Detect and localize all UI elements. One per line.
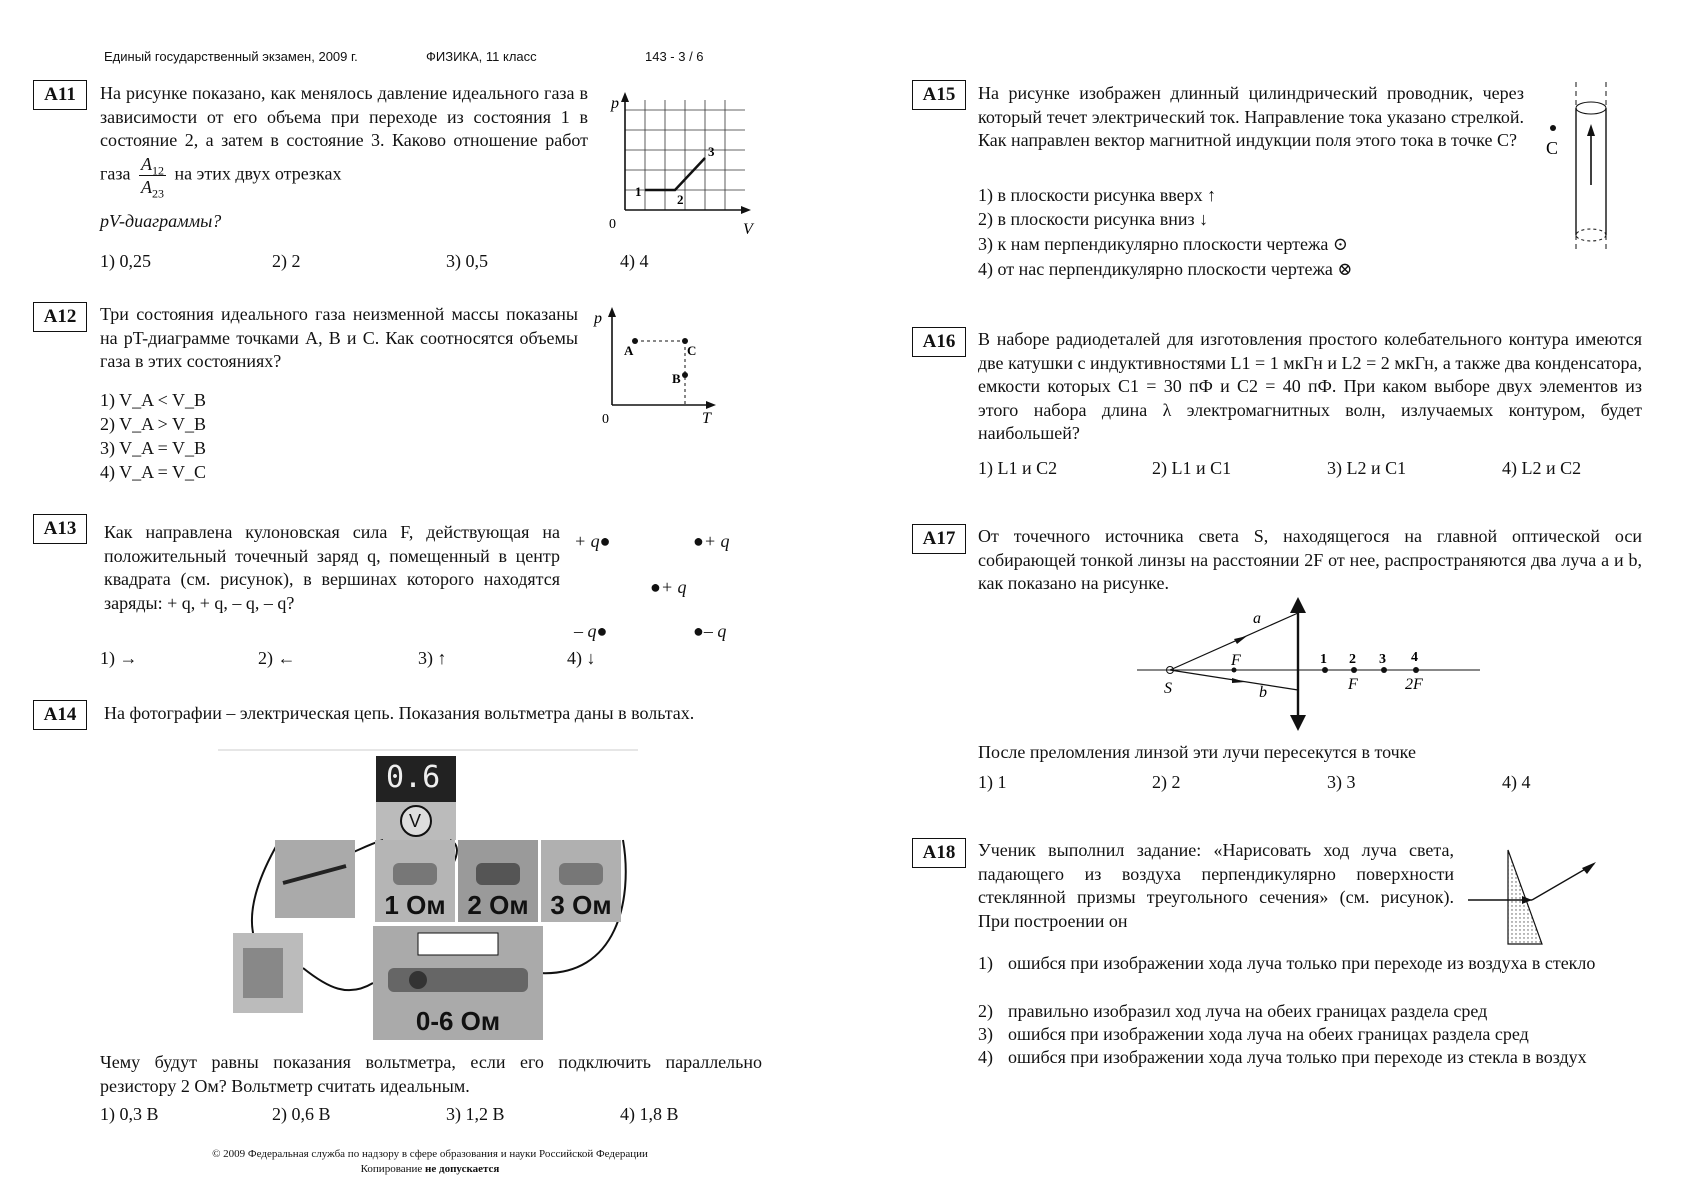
a12-option-3[interactable]: 3) V_A = V_B <box>100 438 207 458</box>
a14-question: Чему будут равны показания вольтметра, если его подключить параллельно резистору 2 Ом? Вольтметр считать идеальным. <box>100 1052 762 1096</box>
a14-rheostat-label: 0-6 Ом <box>415 1006 501 1036</box>
a14-voltmeter-reading: 0.6 <box>386 760 441 795</box>
a18-option-2[interactable] <box>978 1000 1642 1024</box>
a15-text: На рисунке изображен длинный цилиндрический проводник, через который течет электрический ток. Направление тока указано стрелкой. Как направлен вектор магнитной индукции поля этого тока в точке С? <box>978 83 1524 150</box>
a12-zero: 0 <box>602 412 609 425</box>
a13-option-1[interactable]: 1) → <box>100 648 138 668</box>
footer-copyright: © 2009 Федеральная служба по надзору в сфере образования и науки Российской Федерации <box>212 1148 648 1160</box>
a14-r3-label: 3 Ом <box>550 890 612 920</box>
a14-text: На фотографии – электрическая цепь. Показания вольтметра даны в вольтах. <box>104 703 695 723</box>
header-page: 143 - 3 / 6 <box>645 49 704 64</box>
a15-point-c <box>1550 125 1556 131</box>
header-subject: ФИЗИКА, 11 класс <box>426 49 537 64</box>
a18-option-1-num: 1) <box>978 953 993 973</box>
a18-text: Ученик выполнил задание: «Нарисовать ход луча света, падающего из воздуха перпендикулярно поверхности стеклянной призмы треугольного сечения» (см. рисунок). При построении он <box>978 840 1454 931</box>
a12-axis-t: T <box>702 410 711 425</box>
a17-lens-diagram <box>1135 595 1485 735</box>
a14-option-3[interactable]: 3) 1,2 В <box>446 1104 505 1124</box>
a11-text1: На рисунке показано, как менялось давление идеального газа в зависимости от его объема при переходе из состояния 1 в состояние 2, а затем в состояние 3. Каково отношение работ газа <box>100 83 588 184</box>
a11-pt1: 1 <box>635 184 642 199</box>
a17-label-f-right: F <box>1348 676 1358 693</box>
a18-option-3-num: 3) <box>978 1024 993 1044</box>
a15-point-label: C <box>1546 138 1559 158</box>
a13-charge-top-left: + q● <box>574 531 611 551</box>
a17-label-2: 2 <box>1349 652 1356 667</box>
a13-option-3[interactable]: 3) ↑ <box>418 648 447 668</box>
a12-text: Три состояния идеального газа неизменной массы показаны на pT-диаграмме точками A, B и C. Как соотносятся объемы газа в этих состояниях? <box>100 304 578 371</box>
a11-text3: pV-диаграммы? <box>100 211 222 231</box>
a17-point-2 <box>1351 667 1357 673</box>
a17-label-b: b <box>1259 684 1267 701</box>
a14-option-2[interactable]: 2) 0,6 В <box>272 1104 331 1124</box>
question-label-a16: A16 <box>912 327 966 357</box>
a11-pt3: 3 <box>708 144 715 159</box>
footer-copy-bold: не допускается <box>425 1163 500 1175</box>
question-label-a13: A13 <box>33 514 87 544</box>
a11-option-2[interactable]: 2) 2 <box>272 251 301 271</box>
a12-option-4[interactable]: 4) V_A = V_C <box>100 462 207 482</box>
a13-text: Как направлена кулоновская сила F, действующая на положительный точечный заряд q, помещенный в центр квадрата (см. рисунок), в вершинах которого находятся заряды: + q, + q, – q, – q? <box>104 522 560 613</box>
a13-charge-center-label: + q <box>660 577 687 597</box>
a14-option-4[interactable]: 4) 1,8 В <box>620 1104 679 1124</box>
a11-axis-p: p <box>611 95 619 112</box>
a18-option-1[interactable] <box>978 952 1642 976</box>
a18-option-2-num: 2) <box>978 1001 993 1021</box>
a16-option-1[interactable]: 1) L1 и C2 <box>978 458 1058 478</box>
a17-text: От точечного источника света S, находящегося на главной оптической оси собирающей тонкой линзы на расстоянии 2F от нее, распространяются два луча a и b, как показано на рисунке. <box>978 526 1642 593</box>
question-label-a15: A15 <box>912 80 966 110</box>
a17-label-2f: 2F <box>1405 676 1423 693</box>
a12-label-c: C <box>687 343 697 358</box>
a17-label-a: a <box>1253 610 1261 627</box>
a11-fraction <box>139 153 166 201</box>
a11-frac-num: A <box>140 153 152 174</box>
a17-label-f-left: F <box>1231 652 1241 669</box>
a12-label-b: B <box>672 371 681 386</box>
a14-switch <box>275 840 355 918</box>
header-exam: Единый государственный экзамен, 2009 г. <box>104 49 358 64</box>
a18-option-4[interactable] <box>978 1046 1642 1070</box>
a16-option-2[interactable]: 2) L1 и C1 <box>1152 458 1232 478</box>
footer-copy-notice <box>130 1162 730 1177</box>
a12-point-b <box>682 372 688 378</box>
a11-grid <box>625 100 745 210</box>
a13-charge-bl-label: – q <box>574 621 597 641</box>
a12-pt-graph <box>590 305 720 425</box>
a18-option-4-text: ошибся при изображении хода луча только при переходе из стекла в воздух <box>1008 1047 1587 1067</box>
a15-option-3[interactable]: 3) к нам перпендикулярно плоскости чертежа ⊙ <box>978 234 1349 254</box>
a17-label-4: 4 <box>1411 650 1418 665</box>
a13-charge-tl-label: + q <box>574 531 600 551</box>
question-label-a17: A17 <box>912 524 966 554</box>
a11-pv-graph <box>605 90 755 240</box>
a17-point-1 <box>1322 667 1328 673</box>
a12-option-2[interactable]: 2) V_A > V_B <box>100 414 207 434</box>
a12-label-a: A <box>624 343 634 358</box>
a11-text2: на этих двух отрезках <box>174 163 342 184</box>
a18-prism-diagram <box>1466 848 1606 948</box>
a12-option-1[interactable]: 1) V_A < V_B <box>100 390 207 410</box>
a16-text: В наборе радиодеталей для изготовления простого колебательного контура имеются две катушки с индуктивностями L1 = 1 мкГн и L2 = 2 мкГн, а также два конденсатора, емкости которых C1 = 30 пФ и C2 = 40 пФ. При каком выборе двух элементов из этого набора длина λ электромагнитных волн, излучаемых контуром, будет наибольшей? <box>978 329 1642 443</box>
a18-option-3-text: ошибся при изображении хода луча на обеих границах раздела сред <box>1008 1024 1529 1044</box>
a18-option-2-text: правильно изобразил ход луча на обеих границах раздела сред <box>1008 1001 1488 1021</box>
a13-charge-bottom-left: – q● <box>574 621 608 641</box>
a11-zero: 0 <box>609 217 616 232</box>
a11-frac-den-sub: 23 <box>151 186 164 201</box>
a15-option-1[interactable]: 1) в плоскости рисунка вверх ↑ <box>978 185 1217 205</box>
a17-option-1[interactable]: 1) 1 <box>978 772 1007 792</box>
question-label-a14: A14 <box>33 700 87 730</box>
a13-option-2[interactable]: 2) ← <box>258 648 296 668</box>
a13-charge-bottom-right: ●– q <box>693 621 727 641</box>
a17-label-1: 1 <box>1320 652 1327 667</box>
a17-point-4 <box>1413 667 1419 673</box>
a11-frac-den: A <box>140 176 152 197</box>
a14-voltmeter-symbol: V <box>409 811 422 831</box>
a13-charge-center: ●+ q <box>650 577 687 597</box>
a18-option-3[interactable] <box>978 1023 1642 1047</box>
a18-option-4-num: 4) <box>978 1047 993 1067</box>
a17-label-3: 3 <box>1379 652 1386 667</box>
a17-option-3[interactable]: 3) 3 <box>1327 772 1356 792</box>
a11-option-3[interactable]: 3) 0,5 <box>446 251 488 271</box>
a13-charge-tr-label: + q <box>703 531 730 551</box>
a13-charge-br-label: – q <box>703 621 727 641</box>
question-label-a11: A11 <box>33 80 87 110</box>
a11-process-line <box>645 158 705 190</box>
a11-option-1[interactable]: 1) 0,25 <box>100 251 151 271</box>
a12-axis-p: p <box>594 310 602 327</box>
a15-conductor-diagram <box>1540 80 1630 255</box>
a15-option-2[interactable]: 2) в плоскости рисунка вниз ↓ <box>978 209 1209 229</box>
a16-option-4[interactable]: 4) L2 и C2 <box>1502 458 1582 478</box>
a11-pt2: 2 <box>677 192 684 207</box>
a17-option-4[interactable]: 4) 4 <box>1502 772 1531 792</box>
a13-option-4[interactable]: 4) ↓ <box>567 648 596 668</box>
a17-option-2[interactable]: 2) 2 <box>1152 772 1181 792</box>
a13-charge-top-right: ●+ q <box>693 531 730 551</box>
question-label-a12: A12 <box>33 302 87 332</box>
a17-after-text: После преломления линзой эти лучи пересекутся в точке <box>978 742 1416 762</box>
a14-r1-label: 1 Ом <box>384 890 446 920</box>
a11-option-4[interactable]: 4) 4 <box>620 251 649 271</box>
question-label-a18: A18 <box>912 838 966 868</box>
a15-option-4[interactable]: 4) от нас перпендикулярно плоскости чертежа ⊗ <box>978 259 1353 279</box>
a14-circuit-photo <box>218 748 638 1040</box>
a18-option-1-text: ошибся при изображении хода луча только при переходе из воздуха в стекло <box>1008 953 1596 973</box>
a11-text <box>100 82 588 201</box>
a14-option-1[interactable]: 1) 0,3 В <box>100 1104 159 1124</box>
a14-r2-label: 2 Ом <box>467 890 529 920</box>
a16-option-3[interactable]: 3) L2 и C1 <box>1327 458 1407 478</box>
a17-point-3 <box>1381 667 1387 673</box>
a11-frac-num-sub: 12 <box>151 163 164 178</box>
a17-label-s: S <box>1164 680 1172 697</box>
a11-axis-v: V <box>743 221 753 238</box>
footer-copy-text: Копирование <box>360 1163 426 1175</box>
